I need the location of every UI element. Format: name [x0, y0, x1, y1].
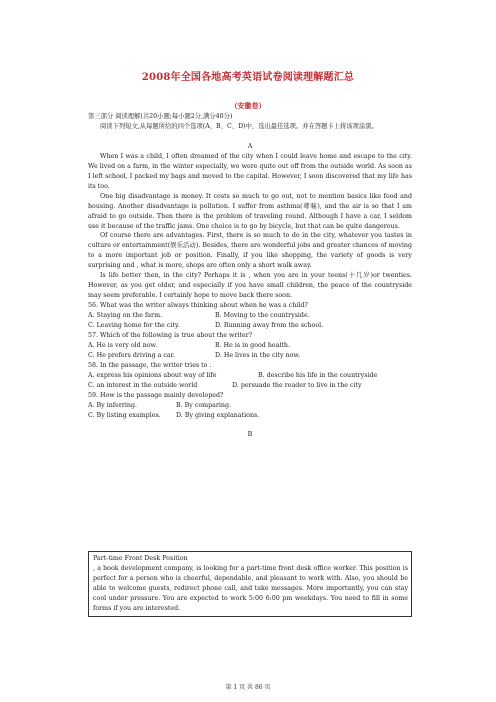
option-c: C. Leaving home for the city. — [88, 322, 180, 330]
option-b: B. Moving to the countryside. — [215, 312, 310, 320]
question-57: 57. Which of the following is true about the writer? — [88, 332, 253, 340]
options-row — [88, 351, 412, 361]
option-b: B. He is in good health. — [215, 341, 290, 349]
option-c: C. By listing examples. — [88, 411, 161, 419]
passage-b-body: , a book development company, is looking for a part-time front desk office worker. This position is perfect for a person who is cheerful, dependable, and pleasant to work with. Also, you should be able to welcome guests, redirect phone call, and take messages. More importantly, you can stay cool under pressure. You are expected to work 5:00 6:00 pm weekdays. You need to fill in some forms if you are interested. — [93, 564, 408, 612]
passage-a-paragraph: When I was a child, I often dreamed of the city when I could leave home and escape to the city. We lived on a farm, in the winter especially, we were quite out off from the outside world. As soon as I left school, I packed my bags and moved to the capital. However, I soon discovered that my life has its too. — [88, 152, 412, 190]
option-a: A. express his opinions about way of life — [88, 371, 217, 379]
option-b: B. By comparing. — [176, 401, 232, 409]
options-row — [88, 341, 412, 351]
option-a: A. By inferring. — [88, 401, 137, 409]
document-body — [88, 112, 412, 440]
passage-a-label: A — [247, 142, 253, 150]
options-row — [88, 411, 412, 421]
passage-b-box — [88, 551, 412, 617]
document-title: 2008年全国各地高考英语试卷阅读理解题汇总 — [141, 72, 355, 83]
options-row — [88, 371, 412, 381]
instruction-text: 阅读下列短文,从每题所给的四个选项(A、B、C、D)中，选出最佳选项。并在答题卡上将该项涂黑。 — [100, 122, 378, 130]
option-c: C. He prefers driving a car. — [88, 351, 175, 359]
options-row — [88, 401, 412, 411]
option-d: D. He lives in the city now. — [215, 351, 301, 359]
page-footer: 第 1 页 共 86 页 — [225, 684, 271, 691]
question-59: 59. How is the passage mainly developed? — [88, 391, 224, 399]
option-b: B. describe his life in the countryside — [258, 371, 378, 379]
passage-a-paragraph: Is life better then, in the city? Perhaps it is , when you are in your teens(十几岁)or twenties. However, as you get older, and especially if you have small children, the peace of the countryside may seem preferable. I certainly hope to move back there soon. — [88, 272, 412, 300]
option-d: D. persuade the reader to live in the city — [232, 381, 362, 389]
passage-a-paragraph: Of course there are advantages. First, there is so much to do in the city, whatever you tastes in culture or entertainment(娱乐活动). Besides, there are wonderful jobs and greater chances of moving to a more important job or position. Finally, if you like shopping, the variety of goods is very surprising and , what is more, shops are often only a short walk away. — [88, 232, 412, 270]
section-heading: 第三部分 阅读理解(共20小题;每小题2分,满分40分) — [88, 113, 233, 120]
question-56: 56. What was the writer always thinking about when he was a child? — [88, 302, 308, 310]
passage-b-heading: Part-time Front Desk Position — [93, 555, 188, 562]
passage-a-paragraph: One big disadvantage is money. It costs so much to go out, not to mention basics like food and housing. Another disadvantage is pollution. I suffer from asthma(哮喘), and the air is so that I am afraid to go outside. Then there is the problem of traveling round. Although I have a car, I seldom use it because of the traffic jams. One choice is to go by bicycle, but that can be quite dangerous. — [88, 192, 412, 230]
option-d: D. Running away from the school. — [215, 322, 324, 330]
option-c: C. an interest in the outside world — [88, 381, 198, 389]
options-row — [88, 311, 412, 321]
options-row — [88, 321, 412, 331]
question-58: 58. In the passage, the writer tries to . — [88, 361, 212, 369]
option-d: D. By giving explanations. — [176, 411, 260, 419]
passage-b-label: B — [247, 430, 253, 438]
province-subtitle: （安徽卷） — [230, 101, 266, 110]
option-a: A. He is very old now. — [88, 341, 158, 349]
options-row — [88, 381, 412, 391]
option-a: A. Staying on the farm. — [88, 312, 163, 320]
